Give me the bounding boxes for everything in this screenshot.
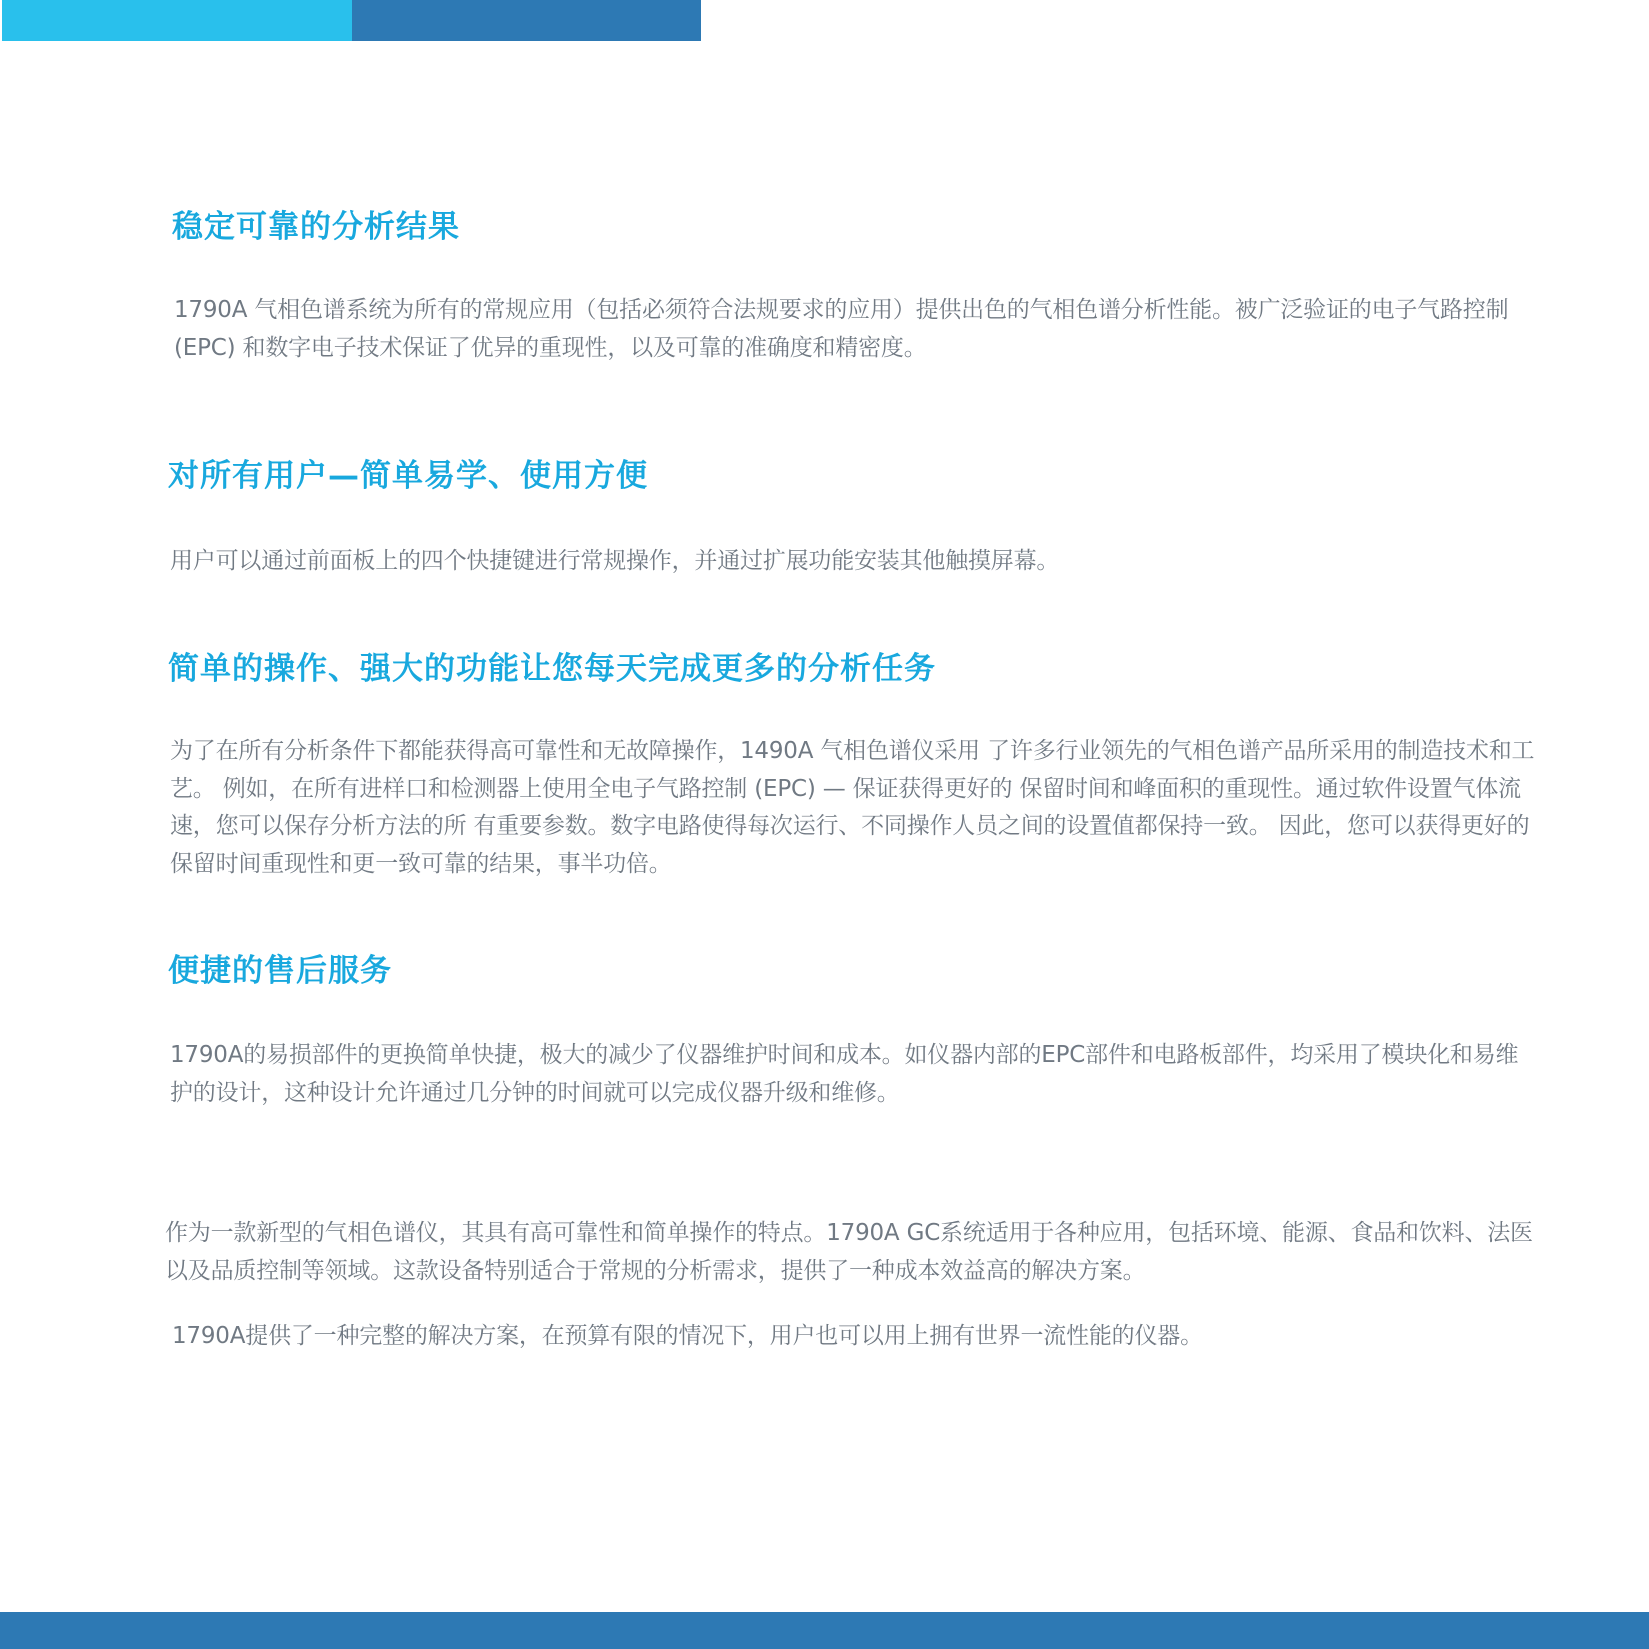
section-heading-powerful-functions: 简单的操作、强大的功能让您每天完成更多的分析任务	[168, 651, 936, 687]
top-accent-bar-light	[2, 0, 352, 41]
section-body-easy-to-use: 用户可以通过前面板上的四个快捷键进行常规操作，并通过扩展功能安装其他触摸屏幕。	[170, 548, 1060, 574]
section-heading-reliable-results: 稳定可靠的分析结果	[172, 209, 460, 245]
section-body-reliable-results: 1790A 气相色谱系统为所有的常规应用（包括必须符合法规要求的应用）提供出色的气相色谱分析性能。被广泛验证的电子气路控制 (EPC) 和数字电子技术保证了优异的重现性，以及可靠的准确度和精密度。	[174, 297, 1509, 361]
bottom-footer-bar	[0, 1612, 1649, 1649]
section-heading-after-sales-service: 便捷的售后服务	[168, 953, 392, 989]
section-heading-easy-to-use: 对所有用户—简单易学、使用方便	[168, 458, 648, 494]
section-body-after-sales-service: 1790A的易损部件的更换简单快捷，极大的减少了仪器维护时间和成本。如仪器内部的EPC部件和电路板部件，均采用了模块化和易维护的设计，这种设计允许通过几分钟的时间就可以完成仪器升级和维修。	[170, 1042, 1519, 1106]
top-accent-bar-dark	[352, 0, 701, 41]
section-body-powerful-functions: 为了在所有分析条件下都能获得高可靠性和无故障操作，1490A 气相色谱仪采用 了许多行业领先的气相色谱产品所采用的制造技术和工艺。 例如，在所有进样口和检测器上使用全电子气路控制 (EPC) — 保证获得更好的 保留时间和峰面积的重现性。通过软件设置气体流速，您可以保存分析方法的所 有重要参数。数字电路使得每次运行、不同操作人员之间的设置值都保持一致。 因此，您可以获得更好的保留时间重现性和更一致可靠的结果，事半功倍。	[170, 738, 1535, 877]
closing-paragraph-summary: 1790A提供了一种完整的解决方案，在预算有限的情况下，用户也可以用上拥有世界一流性能的仪器。	[172, 1323, 1203, 1349]
closing-paragraph-overview: 作为一款新型的气相色谱仪，其具有高可靠性和简单操作的特点。1790A GC系统适用于各种应用，包括环境、能源、食品和饮料、法医以及品质控制等领域。这款设备特别适合于常规的分析需求，提供了一种成本效益高的解决方案。	[165, 1220, 1533, 1284]
